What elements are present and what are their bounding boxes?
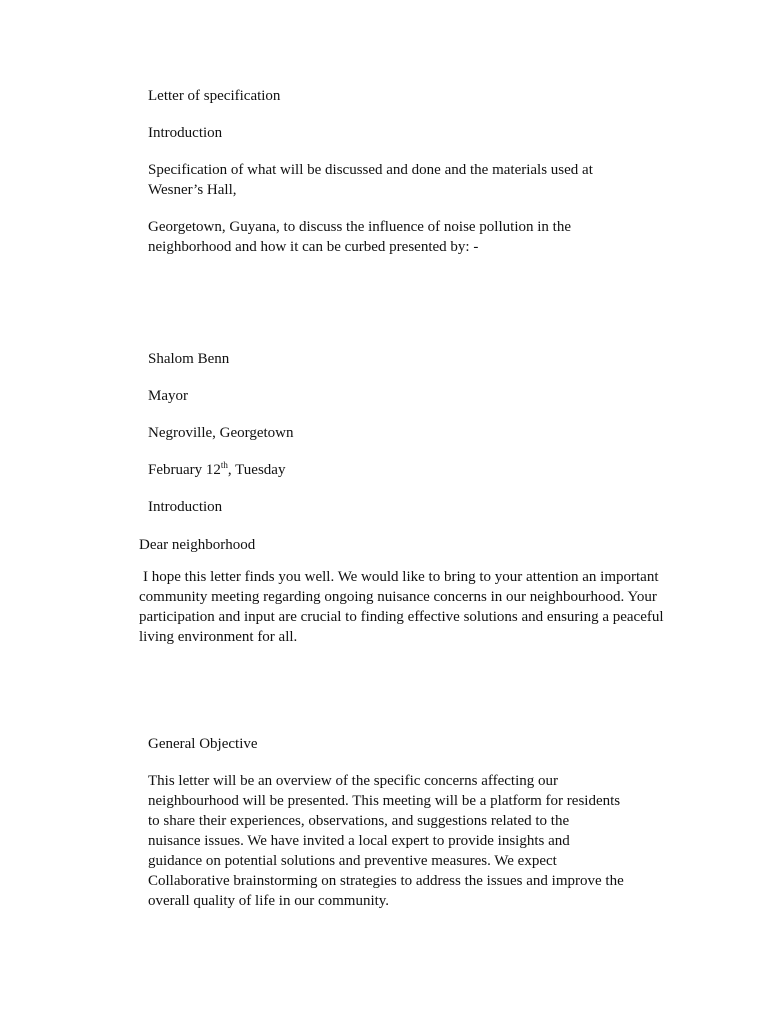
presenter-role: Mayor [148, 388, 188, 404]
presenter-location: Negroville, Georgetown [148, 425, 294, 441]
date-weekday: , Tuesday [227, 462, 286, 478]
presenter-name: Shalom Benn [148, 351, 230, 367]
salutation: Dear neighborhood [139, 537, 256, 553]
specification-paragraph-2: Georgetown, Guyana, to discuss the influence of noise pollution in the neighborhood and how it can be curbed presented by: - [148, 219, 571, 255]
body-paragraph: I hope this letter finds you well. We would like to bring to your attention an important community meeting regarding ongoing nuisance concerns in our neighbourhood. Your participation and input are crucial to finding effective solutions and ensuring a peaceful living environment for all. [139, 569, 664, 645]
date-main: February 12 [148, 462, 221, 478]
introduction-heading-2: Introduction [148, 499, 223, 515]
document-title: Letter of specification [148, 88, 281, 104]
letter-date [148, 460, 285, 480]
general-objective-heading: General Objective [148, 736, 258, 752]
specification-paragraph-1: Specification of what will be discussed and done and the materials used at Wesner’s Hall, [148, 162, 593, 198]
introduction-heading: Introduction [148, 125, 223, 141]
general-objective-paragraph: This letter will be an overview of the specific concerns affecting our neighbourhood will be presented. This meeting will be a platform for residents to share their experiences, observations, and suggestions related to the nuisance issues. We have invited a local expert to provide insights and guidance on potential solutions and preventive measures. We expect Collaborative brainstorming on strategies to address the issues and improve the overall quality of life in our community. [148, 773, 624, 909]
date-ordinal-suffix: th [220, 460, 228, 470]
